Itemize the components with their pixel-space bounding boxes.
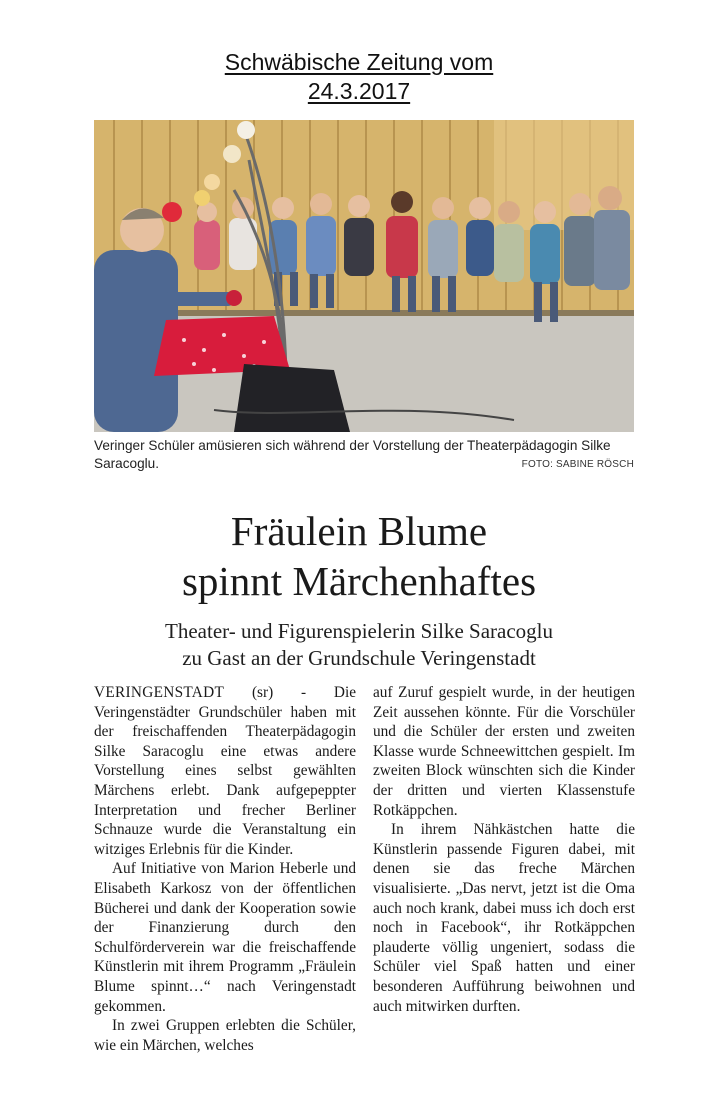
photo-caption: Veringer Schüler amüsieren sich während der Vorstellung der Theaterpädagogin Silke Saracoglu.: [94, 438, 611, 471]
source-header-date: 24.3.2017: [307, 78, 411, 104]
photo-credit: FOTO: SABINE RÖSCH: [521, 459, 634, 470]
article-subheadline: [0, 618, 718, 672]
paragraph-3-part2: auf Zuruf gespielt wurde, in der heutigen Zeit aussehen könnte. Für die Vorschüler und die Schüler der ersten und zweiten Klasse wurde Schneewittchen gespielt. Im zweiten Block wünschten sich die Kinder der dritten und vierten Klassenstufe Rotkäppchen.: [373, 684, 635, 819]
headline-line2: spinnt Märchenhaftes: [181, 558, 537, 604]
paragraph-2: Auf Initiative von Marion Heberle und Elisabeth Karkosz von der öffentlichen Bücherei und dank der Kooperation sowie der Finanzierung durch den Schulförderverein war die freischaffende Künstlerin mit ihrem Programm „Fräulein Blume spinnt…“ nach Veringenstadt gekommen.: [94, 860, 356, 1015]
source-header: [0, 48, 718, 106]
byline: (sr) -: [224, 684, 334, 701]
paragraph-4: In ihrem Nähkästchen hatte die Künstlerin passende Figuren dabei, mit denen sie das freche Märchen visualisierte. „Das nervt, jetzt ist die Oma auch noch krank, dabei muss ich doch erst noch in Facebook“, ihr Rotkäppchen plauderte völlig ungeniert, sodass die Schüler viel Spaß hatten und einer besonderen Aufführung beiwohnen und auch mitwirken durften.: [373, 821, 635, 1015]
dateline: VERINGENSTADT: [94, 684, 225, 701]
source-header-line1: Schwäbische Zeitung vom: [224, 49, 494, 75]
article-headline: [0, 506, 718, 606]
subheadline-line2: zu Gast an der Grundschule Veringenstadt: [182, 646, 536, 670]
headline-line1: Fräulein Blume: [230, 508, 488, 554]
article-column-left: [94, 683, 356, 1055]
article-photo: [94, 120, 634, 432]
paragraph-3-part1: In zwei Gruppen erlebten die Schüler, wie ein Märchen, welches: [94, 1017, 356, 1054]
subheadline-line1: Theater- und Figurenspielerin Silke Saracoglu: [165, 619, 553, 643]
paragraph-1: [94, 683, 356, 859]
classroom-photo-illustration: [94, 120, 634, 432]
paragraph-1-body: Die Veringenstädter Grundschüler haben mit der freischaffenden Theaterpädagogin Silke Saracoglu eine etwas andere Vorstellung eines selbst gewählten Märchens erlebt. Dank aufgepeppter Interpretation und frecher Berliner Schnauze wurde die Veranstaltung ein witziges Erlebnis für die Kinder.: [94, 684, 356, 858]
article-column-right: [373, 683, 635, 1016]
